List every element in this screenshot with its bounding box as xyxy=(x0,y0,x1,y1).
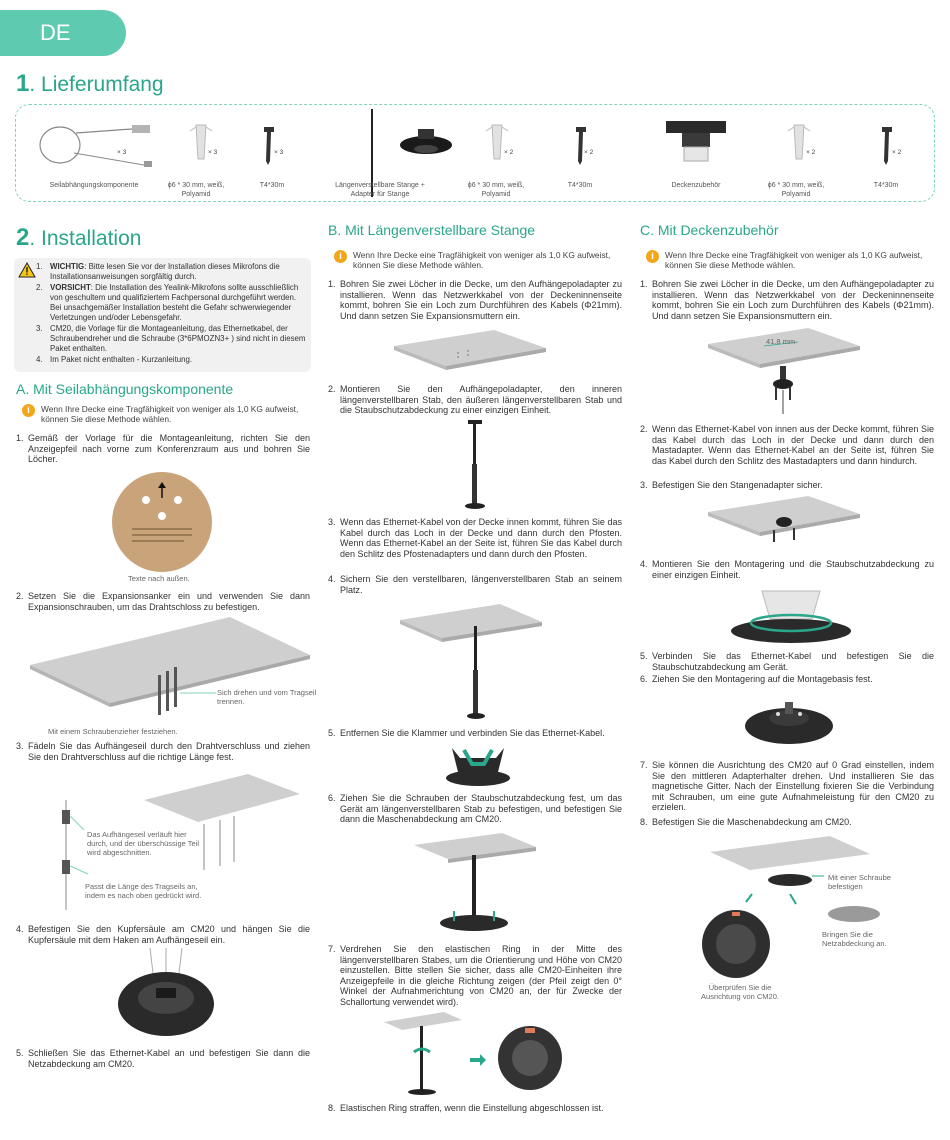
step-text: Verbinden Sie das Ethernet-Kabel und befestigen Sie die Staubschutzabdeckung am Gerät. xyxy=(652,651,934,672)
screw-image xyxy=(878,127,898,167)
step-text: Ziehen Sie den Montagering auf die Montagebasis fest. xyxy=(652,674,873,684)
scope-of-delivery-box xyxy=(15,104,935,202)
scope-item-5: ϕ6 * 30 mm, weiß, Polyamid xyxy=(467,182,525,198)
step-a-4 xyxy=(16,924,310,945)
step-b-3 xyxy=(328,517,622,559)
method-a-note xyxy=(22,404,312,424)
step-a-5 xyxy=(16,1048,310,1069)
mesh-cover-image xyxy=(700,832,900,984)
step-number: 5. xyxy=(16,1048,24,1058)
method-c-note-text: Wenn Ihre Decke eine Tragfähigkeit von weniger als 1,0 KG aufweist, können Sie diese Methode wählen. xyxy=(665,250,923,270)
step-c-5 xyxy=(640,651,934,672)
warning-box xyxy=(14,258,311,372)
step-number: 4. xyxy=(640,559,648,569)
qty-5: × 2 xyxy=(504,149,514,156)
step-text: Befestigen Sie den Stangenadapter sicher. xyxy=(652,480,823,490)
warning-text: Im Paket nicht enthalten - Kurzanleitung. xyxy=(50,354,193,364)
step-number: 4. xyxy=(328,574,336,584)
step-text: Setzen Sie die Expansionsanker ein und verwenden Sie dann Expansionschrauben, um das Drahtschloss zu befestigen. xyxy=(28,591,310,612)
section-1-label: . Lieferumfang xyxy=(29,73,164,96)
scope-item-7: Deckenzubehör xyxy=(671,182,721,189)
step-text: Wenn das Ethernet-Kabel von innen aus der Decke kommt, führen Sie das Kabel durch das Loch in der Decke und dann durch den Mastadapter. Wenn das Ethernet-Kabel an der Seite ist, führen Sie das Kabel durch den Schlitz des Mastadapters und dann hindurch. xyxy=(652,424,934,466)
step-number: 5. xyxy=(328,728,336,738)
caption-screw: Mit einer Schraube befestigen xyxy=(828,873,891,891)
expansion-anchor-image xyxy=(186,123,216,163)
step-text: Ziehen Sie die Schrauben der Staubschutzabdeckung fest, um das Gerät am längenverstellbaren Stab zu befestigen, und befestigen Sie dann die Maschenabdeckung am CM20. xyxy=(340,793,622,824)
method-b-note xyxy=(334,250,624,270)
scope-item-4: Längenverstellbare Stange + Adapter für Stange xyxy=(335,182,425,198)
step-number: 5. xyxy=(640,651,648,661)
section-2-label: . Installation xyxy=(29,227,142,250)
step-text: Sichern Sie den verstellbaren, längenverstellbaren Stab an seinem Platz. xyxy=(340,574,622,595)
qty-8: × 2 xyxy=(806,149,816,156)
warning-num: 2. xyxy=(36,282,43,292)
step-text: Elastischen Ring straffen, wenn die Einstellung abgeschlossen ist. xyxy=(340,1103,604,1113)
method-c-title: C. Mit Deckenzubehör xyxy=(640,222,779,238)
dimension-label: 41.8 mm xyxy=(766,337,796,346)
step-number: 6. xyxy=(640,674,648,684)
warning-text: : Bitte lesen Sie vor der Installation dieses Mikrofons die Installationsanweisungen sorgfältig durch. xyxy=(50,262,280,282)
step-a-3 xyxy=(16,741,310,762)
step-a-2 xyxy=(16,591,310,612)
scope-item-1: Seilabhängungskomponente xyxy=(49,182,139,189)
caption-rotate: Sich drehen und vom Tragseil trennen. xyxy=(217,688,317,706)
step-number: 1. xyxy=(16,433,24,443)
step-c-7 xyxy=(640,760,934,813)
section-2-title xyxy=(16,224,141,252)
step-c-1 xyxy=(640,279,934,321)
step-number: 1. xyxy=(328,279,336,289)
elastic-ring-image xyxy=(384,1012,574,1096)
warning-num: 1. xyxy=(36,262,43,271)
pole-installed-image xyxy=(396,604,546,722)
method-a-note-text: Wenn Ihre Decke eine Tragfähigkeit von weniger als 1,0 KG aufweist, können Sie diese Methode wählen. xyxy=(41,404,299,424)
qty-3: × 3 xyxy=(274,149,284,156)
warning-bold: VORSICHT xyxy=(50,282,91,292)
step-c-2 xyxy=(640,424,934,466)
step-number: 2. xyxy=(16,591,24,601)
method-b-title: B. Mit Längenverstellbare Stange xyxy=(328,222,536,238)
step-number: 6. xyxy=(328,793,336,803)
step-text: Fädeln Sie das Aufhängeseil durch den Drahtverschluss und ziehen Sie den Drahtverschluss auf die richtige Länge fest. xyxy=(28,741,310,762)
step-number: 2. xyxy=(328,384,336,394)
method-a-title: A. Mit Seilabhängungskomponente xyxy=(16,381,234,397)
warning-list xyxy=(36,262,308,365)
mounting-ring-image xyxy=(728,583,854,645)
expansion-anchor-image xyxy=(482,123,512,163)
warning-num: 3. xyxy=(36,323,43,333)
step-number: 7. xyxy=(640,760,648,770)
step-text: Montieren Sie den Montagering und die Staubschutzabdeckung zu einer einzigen Einheit. xyxy=(652,559,934,580)
warning-num: 4. xyxy=(36,354,43,364)
caption-rope: Das Aufhängeseil verläuft hier durch, und der überschüssige Teil wird abgeschnitten. xyxy=(87,830,200,857)
qty-6: × 2 xyxy=(584,149,594,156)
step-b-1 xyxy=(328,279,622,321)
ceiling-anchor-image xyxy=(30,615,310,735)
screw-image xyxy=(260,127,280,167)
warning-bold: WICHTIG xyxy=(50,262,85,271)
warning-text: : Die Installation des Yealink-Mikrofons sollte ausschließlich von geschultem und qualifiziertem Fachpersonal durchgeführt werden. Bei unsachgemäßer Installation besteht die Gefahr schwerwiegender Verletzungen und/oder Lebensgefahr. xyxy=(50,282,299,323)
warning-item xyxy=(36,283,308,324)
scope-item-9: T4*30m xyxy=(873,182,899,189)
step-b-8 xyxy=(328,1103,622,1114)
step-b-6 xyxy=(328,793,622,825)
step-b-2 xyxy=(328,384,622,416)
mount-base-image xyxy=(742,694,836,748)
scope-item-3: T4*30m xyxy=(259,182,285,189)
step-c-4 xyxy=(640,559,934,580)
caption-check: Überprüfen Sie die Ausrichtung von CM20. xyxy=(701,983,779,1001)
info-icon: i xyxy=(334,250,347,263)
step-c-6 xyxy=(640,674,934,685)
step-number: 2. xyxy=(640,424,648,434)
step-b-7 xyxy=(328,944,622,1007)
step-text: Bohren Sie zwei Löcher in die Decke, um den Aufhängepoladapter zu installieren. Wenn das Netzwerkkabel von der Deckeninnenseite kommt, bohren Sie ein Loch zum Durchführen des Kabels (Φ21mm). Und dann setzen Sie Expansionsmuttern ein. xyxy=(340,279,622,321)
step-text: Sie können die Ausrichtung des CM20 auf 0 Grad einstellen, indem Sie den mittleren Adapterhalter drehen. Und installieren Sie das magnetische Gitter. Nach der Einstellung fixieren Sie die Verbindung mit Schrauben, um eine gute Aufnahmeleistung für den CM20 zu erzielen. xyxy=(652,760,934,812)
scope-item-8: ϕ6 * 30 mm, weiß, Polyamid xyxy=(767,182,825,198)
step-b-4 xyxy=(328,574,622,595)
step-c-8 xyxy=(640,817,934,828)
method-b-note-text: Wenn Ihre Decke eine Tragfähigkeit von weniger als 1,0 KG aufweist, können Sie diese Methode wählen. xyxy=(353,250,611,270)
step-text: Bohren Sie zwei Löcher in die Decke, um den Aufhängepoladapter zu installieren. Wenn das Netzwerkkabel von der Deckeninnenseite kommt, bohren Sie ein Loch zum Durchführen des Kabels (Φ21mm). Und dann setzen Sie Expansionsmuttern ein. xyxy=(652,279,934,321)
pole-adapter-image xyxy=(396,125,456,161)
step-c-3 xyxy=(640,480,934,491)
method-c-note xyxy=(646,250,936,270)
step-a-1 xyxy=(16,433,310,465)
warning-item xyxy=(36,262,308,283)
mounting-template-image xyxy=(110,470,214,574)
step-text: Befestigen Sie den Kupfersäule am CM20 und hängen Sie die Kupfersäule mit dem Haken am Aufhängeseil ein. xyxy=(28,924,310,945)
rod-adapter-image xyxy=(704,494,864,554)
adjustable-pole-image xyxy=(460,420,490,512)
step-number: 7. xyxy=(328,944,336,954)
scope-item-2: ϕ6 * 30 mm, weiß, Polyamid xyxy=(167,182,225,198)
ceiling-drill-image xyxy=(390,328,550,380)
caption-outside: Texte nach außen. xyxy=(128,574,190,583)
step-number: 4. xyxy=(16,924,24,934)
section-2-number: 2 xyxy=(16,224,30,251)
warning-triangle-icon xyxy=(18,262,36,278)
suspension-wire-image xyxy=(32,119,156,169)
warning-item xyxy=(36,324,308,355)
step-number: 3. xyxy=(640,480,648,490)
step-text: Gemäß der Vorlage für die Montageanleitung, richten Sie den Anzeigepfeil nach vorne zum Konferenzraum aus und bohren Sie Löcher. xyxy=(28,433,310,464)
step-text: Entfernen Sie die Klammer und verbinden Sie das Ethernet-Kabel. xyxy=(340,728,605,738)
warning-item xyxy=(36,355,308,365)
qty-2: × 3 xyxy=(208,149,218,156)
info-icon: i xyxy=(22,404,35,417)
step-text: Verdrehen Sie den elastischen Ring in der Mitte des längenverstellbaren Stabes, um die Orientierung und Höhe von CM20 einzustellen. Bitte stellen Sie sicher, dass alle CM20-Einheiten ihre Anzeigepfeile in die gleiche Richtung zeigen (der Pfeil zeigt den 0° Winkel der Aufnahmerichtung von CM20 an, der für Zwecke der Schallortung verwendet wird). xyxy=(340,944,622,1007)
screw-image xyxy=(572,127,592,167)
step-text: Befestigen Sie die Maschenabdeckung am CM20. xyxy=(652,817,852,827)
expansion-anchor-image xyxy=(784,123,814,163)
ceiling-mount-image xyxy=(664,117,728,167)
step-number: 3. xyxy=(16,741,24,751)
step-text: Schließen Sie das Ethernet-Kabel an und befestigen Sie dann die Netzabdeckung am CM20. xyxy=(28,1048,310,1069)
caption-net: Bringen Sie die Netzabdeckung an. xyxy=(822,930,887,948)
section-1-title xyxy=(16,70,164,98)
step-number: 8. xyxy=(640,817,648,827)
step-text: Montieren Sie den Aufhängepoladapter, den inneren längenverstellbaren Stab, den äußeren längenverstellbaren Stab und die Staubschutzabdeckung zu einer einzigen Einheit. xyxy=(340,384,622,415)
caption-screwdriver: Mit einem Schraubenzieher festziehen. xyxy=(48,727,178,736)
cm20-on-pole-image xyxy=(410,833,540,935)
warning-text: CM20, die Vorlage für die Montageanleitung, das Ethernetkabel, der Schraubendreher und die Schraube (3*6PMOZN3+ ) sind nicht in diesem Paket enthalten. xyxy=(50,323,306,354)
step-number: 8. xyxy=(328,1103,336,1113)
qty-1: × 3 xyxy=(117,149,127,156)
scope-item-6: T4*30m xyxy=(567,182,593,189)
clamp-removal-image xyxy=(442,740,514,788)
step-text: Wenn das Ethernet-Kabel von der Decke innen kommt, führen Sie das Kabel durch das Loch in der Decke und dann durch den Pfosten. Wenn das Ethernet-Kabel an der Seite ist, führen Sie das Kabel durch den Schlitz des Pfostenadapters und dann durch den Pfosten. xyxy=(340,517,622,559)
qty-9: × 2 xyxy=(892,149,902,156)
step-number: 3. xyxy=(328,517,336,527)
language-tab: DE xyxy=(0,10,126,56)
info-icon: i xyxy=(646,250,659,263)
step-b-5 xyxy=(328,728,622,739)
step-number: 1. xyxy=(640,279,648,289)
cm20-hanging-image xyxy=(110,948,220,1040)
section-1-number: 1 xyxy=(16,70,30,97)
caption-length: Passt die Länge des Tragseils an, indem es nach oben gedrückt wird. xyxy=(85,882,202,900)
